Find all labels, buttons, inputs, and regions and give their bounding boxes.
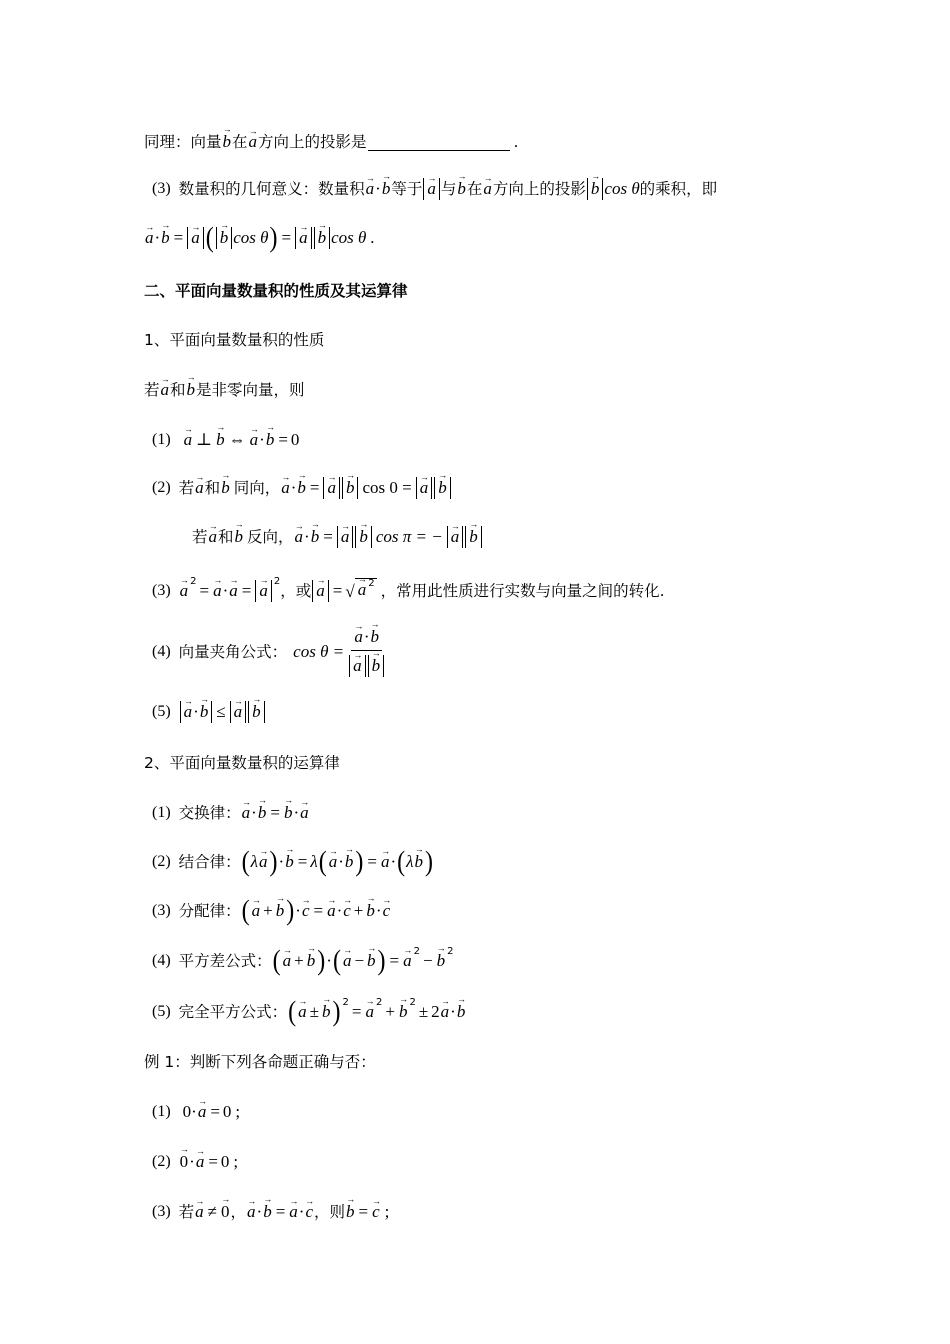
vector-a: → a [357,579,368,601]
text: 若 [178,479,195,497]
vector-b: → b [186,378,197,402]
text: ，或 [280,582,312,600]
vector-b: → b [199,701,210,723]
vector-a: → a [144,226,155,250]
text: 交换律： [178,804,241,822]
vector-a: → a [419,477,430,499]
item-number: (5) [152,1003,171,1020]
equals: = [281,228,292,247]
math: cos θ [233,228,269,247]
vector-a: → a [282,949,293,973]
exponent: 2 [413,946,420,957]
example-item-3: (3) 若 → a ≠ → 0 ， → a · → b = → a · → c ，则 → b = → c ; [152,1200,389,1224]
vector-a: → a [402,949,413,973]
vector-b: → b [262,1200,273,1224]
vector-b: → b [456,1000,467,1024]
math: cos θ [604,179,640,198]
text: 在 [466,180,483,198]
vector-b: → b [251,701,262,723]
vector-c: → c [382,899,392,923]
vector-b: → b [365,899,376,923]
vector-b: → b [468,526,479,548]
semicolon: ; [384,1202,390,1221]
projection-line [144,130,518,154]
vector-a: → a [440,1000,451,1024]
property-2-same-direction: (2) 若 → a 和 → b 同向， → a · → b = → a → b cos 0 = → a → b [152,476,452,500]
vector-a: → a [197,1100,208,1124]
vector-b: → b [321,1000,332,1024]
exponent: 2 [342,997,349,1008]
property-5: (5) → a·→ b ≤ → a → b [152,700,266,724]
text: 若 [192,528,208,546]
text: 与 [440,180,457,198]
vector-a: → a [482,177,493,201]
text: 向量夹角公式： [178,643,288,661]
vector-a: → a [353,626,364,648]
vector-b: → b [436,949,447,973]
semicolon: ; [233,1152,239,1171]
property-3: (3) → a 2 = → a · → a = → a 2 ，或 → a = √ → a $^2$ ，常用此性质进行实数与向量之间的转化. [152,578,665,604]
text: 反向， [247,528,294,546]
text: 数量积的几何意义：数量积 [178,180,365,198]
text: 同理：向量 [144,133,222,151]
item-number: (2) [152,853,171,870]
exponent: 2 [409,997,416,1008]
text: 是非零向量，则 [196,381,305,399]
vector-a: → a [298,227,309,249]
vector-a: → a [194,476,205,500]
vector-a: → a [297,1000,308,1024]
vector-b: → b [306,949,317,973]
math: cos π = − [375,527,443,546]
property-4 [152,622,385,682]
vector-a: → a [328,850,339,874]
vector-b: → b [215,428,226,452]
math: ≤ [216,702,226,721]
vector-b: → b [344,850,355,874]
vector-b: → b [437,477,448,499]
law-distributive: (3) 分配律： ( → a + → b ) · → c = → a · → c + → b · → c [152,899,391,923]
vector-b: → b [345,1200,356,1224]
text: 若 [178,1203,195,1221]
text: . [513,133,519,151]
text: 分配律： [178,902,241,920]
lambda: λ [406,852,414,871]
vector-a: → a [233,701,244,723]
vector-b: → b [234,525,245,549]
vector-a: → a [380,850,391,874]
math: cos θ . [331,228,375,247]
vector-a: → a [340,526,351,548]
equals: = [173,228,184,247]
vector-b: → b [366,949,377,973]
vector-a: → a [258,580,269,602]
vector-a: → a [299,801,310,825]
text: ，常用此性质进行实数与向量之间的转化. [380,582,665,600]
vector-b: → b [590,178,601,200]
subheading-laws: 2、平面向量数量积的运算律 [144,754,340,772]
vector-a: → a [190,227,201,249]
item-number: (3) [152,1203,171,1220]
section-heading: 二、平面向量数量积的性质及其运算律 [144,282,408,300]
vector-a: → a [248,130,259,154]
zero-vector: → 0 [179,1150,190,1174]
geometric-meaning-line: (3) 数量积的几何意义：数量积 → a · → b 等于 → a 与 → b 在 → a 方向上的投影 → b cos θ 的乘积，即 [152,177,717,201]
text: ， [230,1203,247,1221]
vector-a: → a [195,1150,206,1174]
zero: 0 [290,430,300,449]
vector-a: → a [342,949,353,973]
text: 完全平方公式： [178,1003,288,1021]
vector-a: → a [280,476,291,500]
semicolon: ; [235,1102,241,1121]
vector-b: → b [381,177,392,201]
vector-b: → b [310,525,321,549]
vector-b: → b [222,130,233,154]
vector-a: → a [160,378,171,402]
vector-b: → b [257,801,268,825]
vector-a: → a [251,899,262,923]
vector-b: → b [160,226,171,250]
vector-b: → b [283,801,294,825]
zero: 0 [182,1102,192,1121]
vector-a: → a [212,579,223,603]
fraction: → a·→ b → a → b [348,626,385,678]
answer-blank[interactable] [368,134,510,151]
item-number: (4) [152,952,171,969]
item-number: (3) [152,582,171,599]
vector-c: → c [371,1200,381,1224]
example-item-1: (1) 0 · → a = 0 ; [152,1100,240,1124]
vector-a: → a [294,525,305,549]
vector-c: → c [301,899,311,923]
exponent: 2 [375,997,383,1008]
exponent: 2 [368,578,375,589]
exponent: 2 [447,946,454,957]
text: 的乘积，即 [639,180,718,198]
zero-vector: → 0 [220,1200,231,1224]
text: 在 [232,133,248,151]
item-number: (3) [152,180,171,197]
exponent: 2 [273,576,281,587]
vector-b: → b [265,428,276,452]
vector-b: → b [358,526,369,548]
vector-a: → a [183,701,194,723]
vector-c: → c [304,1200,314,1224]
vector-a: → a [246,1200,257,1224]
law-associative: (2) 结合律： ( λ → a ) · → b = λ ( → a · → b ) = → a · ( λ → b ) [152,850,434,874]
vector-a: → a [326,477,337,499]
exponent: 2 [190,576,197,587]
property-1: (1) → a ⊥ → b ⇔ → a · → b = 0 [152,428,299,452]
text: 方向上的投影 [492,180,586,198]
item-number: (1) [152,431,171,448]
zero: 0 [220,1152,230,1171]
vector-a: → a [326,899,337,923]
vector-b: → b [219,227,230,249]
text: 同向， [233,479,281,497]
text: 若 [144,381,160,399]
example-item-2: (2) → 0 · → a = 0 ; [152,1150,238,1174]
text: 结合律： [178,853,241,871]
vector-a: → a [258,850,269,874]
vector-a: → a [208,525,219,549]
vector-a: → a [179,579,190,603]
text: 方向上的投影是 [258,133,367,151]
lambda: λ [250,852,259,871]
vector-b: → b [414,850,425,874]
item-number: (5) [152,703,171,720]
vector-b: → b [456,177,467,201]
item-number: (1) [152,1103,171,1120]
item-number: (2) [152,479,171,496]
coefficient: 2 [431,1002,440,1021]
vector-a: → a [450,526,461,548]
vector-b: → b [371,655,382,677]
lambda: λ [310,852,318,871]
example-title: 例 1：判断下列各命题正确与否： [144,1053,376,1071]
vector-a: → a [426,178,437,200]
math: cos θ = [293,642,345,661]
text: 等于 [391,180,423,198]
vector-a: → a [183,428,194,452]
vector-b: → b [296,476,307,500]
vector-a: → a [249,428,260,452]
vector-b: → b [398,1000,409,1024]
vector-a: → a [228,579,239,603]
subheading-properties: 1、平面向量数量积的性质 [144,331,325,349]
law-commutative: (1) 交换律： → a · → b = → b · → a [152,801,310,825]
item-number: (1) [152,804,171,821]
property-2-opposite-direction: 若 → a 和 → b 反向， → a · → b = → a → b cos π = − → a → b [192,525,483,549]
vector-b: → b [345,477,356,499]
premise-line [144,378,305,402]
item-number: (4) [152,643,171,660]
text: 和 [170,381,186,399]
item-number: (2) [152,1153,171,1170]
text: 和 [218,528,234,546]
vector-a: → a [288,1200,299,1224]
text: 平方差公式： [178,952,272,970]
vector-b: → b [317,227,328,249]
text: ，则 [314,1203,346,1221]
vector-b: → b [284,850,295,874]
vector-a: → a [315,580,326,602]
vector-a: → a [352,655,363,677]
law-perfect-square: (5) 完全平方公式： ( → a ± → b ) 2 = → a 2 + → b 2 ± 2 → a · → b [152,1000,466,1024]
vector-b: → b [220,476,231,500]
vector-a: → a [365,177,376,201]
vector-a: → a [364,1000,375,1024]
law-difference-of-squares: (4) 平方差公式： ( → a + → b ) · ( → a − → b ) = → a 2 − → b 2 [152,949,453,973]
vector-a: → a [194,1200,205,1224]
zero: 0 [222,1102,232,1121]
vector-c: → c [342,899,352,923]
vector-a: → a [241,801,252,825]
text: 和 [204,479,221,497]
geometric-formula: → a · → b = → a ( → b cos θ ) = → a → b cos θ . [144,226,375,250]
vector-b: → b [275,899,286,923]
math: cos 0 = [362,478,412,497]
vector-b: → b [369,626,380,648]
item-number: (3) [152,902,171,919]
